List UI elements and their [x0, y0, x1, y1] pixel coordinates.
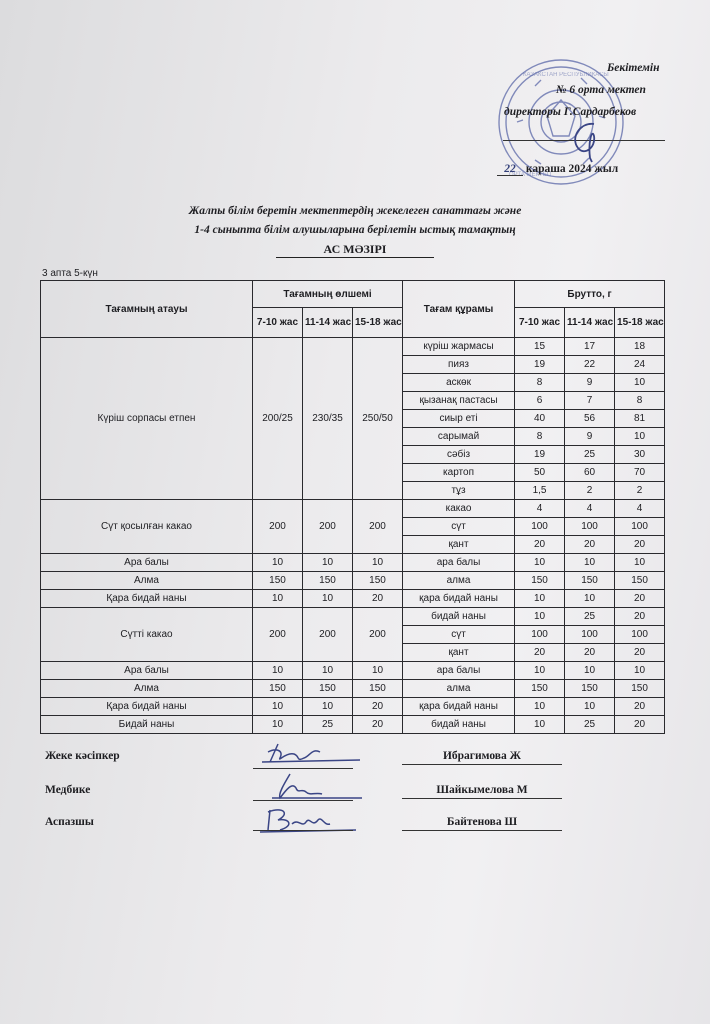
dish-name-cell: Ара балы — [41, 554, 253, 572]
svg-text:ОРТА МЕКТЕП: ОРТА МЕКТЕП — [509, 172, 552, 178]
gross-15-18-cell: 4 — [615, 500, 665, 518]
nurse-signature — [258, 770, 368, 802]
dish-name-cell: Қара бидай наны — [41, 590, 253, 608]
portion-15-18-cell: 20 — [353, 716, 403, 734]
gross-15-18-cell: 10 — [615, 428, 665, 446]
portion-11-14-cell: 230/35 — [303, 338, 353, 500]
gross-7-10-cell: 10 — [515, 716, 565, 734]
signature-line-entrepreneur — [253, 768, 353, 769]
gross-15-18-cell: 20 — [615, 608, 665, 626]
header-portion: Тағамның өлшемі — [253, 281, 403, 308]
portion-11-14-cell: 10 — [303, 698, 353, 716]
gross-7-10-cell: 10 — [515, 590, 565, 608]
gross-11-14-cell: 20 — [565, 644, 615, 662]
signature-name-cook: Байтенова Ш — [402, 816, 562, 831]
portion-11-14-cell: 25 — [303, 716, 353, 734]
gross-15-18-cell: 20 — [615, 536, 665, 554]
menu-title-text: АС МӘЗІРІ — [276, 242, 435, 258]
header-gross-age-15-18: 15-18 жас — [615, 308, 665, 338]
approval-director: директоры Г.Сардарбеков — [504, 106, 637, 118]
gross-7-10-cell: 10 — [515, 698, 565, 716]
table-row — [41, 338, 665, 356]
table-row — [41, 554, 665, 572]
signature-line-nurse — [253, 800, 353, 801]
header-portion-age-7-10: 7-10 жас — [253, 308, 303, 338]
approval-school: № 6 орта мектеп — [556, 84, 646, 96]
dish-name-cell: Бидай наны — [41, 716, 253, 734]
portion-15-18-cell: 150 — [353, 572, 403, 590]
gross-11-14-cell: 22 — [565, 356, 615, 374]
gross-15-18-cell: 30 — [615, 446, 665, 464]
heading-line-2: 1-4 сыныпта білім алушыларына берілетін ыстық тамақтың — [194, 224, 516, 236]
gross-11-14-cell: 4 — [565, 500, 615, 518]
week-day-label: 3 апта 5-күн — [42, 268, 98, 279]
gross-15-18-cell: 150 — [615, 572, 665, 590]
portion-7-10-cell: 150 — [253, 572, 303, 590]
portion-7-10-cell: 200/25 — [253, 338, 303, 500]
portion-11-14-cell: 200 — [303, 608, 353, 662]
director-signature — [560, 118, 610, 164]
gross-7-10-cell: 20 — [515, 536, 565, 554]
portion-15-18-cell: 150 — [353, 680, 403, 698]
ingredient-name-cell: қара бидай наны — [403, 590, 515, 608]
gross-11-14-cell: 100 — [565, 518, 615, 536]
dish-name-cell: Қара бидай наны — [41, 698, 253, 716]
header-dish: Тағамның атауы — [41, 281, 253, 338]
ingredient-name-cell: алма — [403, 680, 515, 698]
table-row — [41, 662, 665, 680]
gross-7-10-cell: 100 — [515, 626, 565, 644]
gross-11-14-cell: 20 — [565, 536, 615, 554]
dish-name-cell: Алма — [41, 572, 253, 590]
gross-11-14-cell: 150 — [565, 572, 615, 590]
portion-15-18-cell: 20 — [353, 698, 403, 716]
gross-15-18-cell: 8 — [615, 392, 665, 410]
gross-11-14-cell: 10 — [565, 698, 615, 716]
ingredient-name-cell: сүт — [403, 518, 515, 536]
approval-title: Бекітемін — [607, 62, 660, 74]
gross-15-18-cell: 20 — [615, 644, 665, 662]
gross-11-14-cell: 10 — [565, 590, 615, 608]
dish-name-cell: Ара балы — [41, 662, 253, 680]
gross-7-10-cell: 1,5 — [515, 482, 565, 500]
gross-15-18-cell: 100 — [615, 518, 665, 536]
portion-7-10-cell: 10 — [253, 590, 303, 608]
gross-11-14-cell: 60 — [565, 464, 615, 482]
ingredient-name-cell: сарымай — [403, 428, 515, 446]
header-composition: Тағам құрамы — [403, 281, 515, 338]
table-row — [41, 680, 665, 698]
portion-7-10-cell: 10 — [253, 554, 303, 572]
ingredient-name-cell: сүт — [403, 626, 515, 644]
gross-15-18-cell: 18 — [615, 338, 665, 356]
gross-15-18-cell: 10 — [615, 662, 665, 680]
portion-11-14-cell: 200 — [303, 500, 353, 554]
gross-15-18-cell: 100 — [615, 626, 665, 644]
dish-name-cell: Сүт қосылған какао — [41, 500, 253, 554]
portion-15-18-cell: 200 — [353, 500, 403, 554]
ingredient-name-cell: қант — [403, 644, 515, 662]
portion-15-18-cell: 10 — [353, 554, 403, 572]
ingredient-name-cell: тұз — [403, 482, 515, 500]
gross-7-10-cell: 19 — [515, 356, 565, 374]
gross-11-14-cell: 25 — [565, 716, 615, 734]
portion-7-10-cell: 10 — [253, 662, 303, 680]
gross-15-18-cell: 20 — [615, 590, 665, 608]
ingredient-name-cell: қант — [403, 536, 515, 554]
gross-15-18-cell: 10 — [615, 374, 665, 392]
header-portion-age-11-14: 11-14 жас — [303, 308, 353, 338]
portion-15-18-cell: 10 — [353, 662, 403, 680]
portion-11-14-cell: 10 — [303, 590, 353, 608]
gross-11-14-cell: 17 — [565, 338, 615, 356]
gross-7-10-cell: 8 — [515, 374, 565, 392]
menu-table — [40, 280, 665, 734]
gross-11-14-cell: 100 — [565, 626, 615, 644]
signature-role-nurse: Медбике — [45, 784, 91, 796]
header-portion-age-15-18: 15-18 жас — [353, 308, 403, 338]
gross-7-10-cell: 20 — [515, 644, 565, 662]
gross-7-10-cell: 8 — [515, 428, 565, 446]
ingredient-name-cell: алма — [403, 572, 515, 590]
gross-7-10-cell: 10 — [515, 608, 565, 626]
cook-signature — [250, 804, 360, 836]
portion-7-10-cell: 10 — [253, 698, 303, 716]
gross-15-18-cell: 24 — [615, 356, 665, 374]
gross-11-14-cell: 25 — [565, 608, 615, 626]
portion-11-14-cell: 10 — [303, 662, 353, 680]
signature-role-cook: Аспазшы — [45, 816, 94, 828]
gross-11-14-cell: 9 — [565, 428, 615, 446]
gross-7-10-cell: 4 — [515, 500, 565, 518]
menu-title — [0, 242, 710, 258]
gross-11-14-cell: 7 — [565, 392, 615, 410]
ingredient-name-cell: сәбіз — [403, 446, 515, 464]
approval-date-rest: караша 2024 жыл — [525, 163, 619, 175]
ingredient-name-cell: қара бидай наны — [403, 698, 515, 716]
gross-11-14-cell: 2 — [565, 482, 615, 500]
table-row — [41, 716, 665, 734]
ingredient-name-cell: бидай наны — [403, 716, 515, 734]
portion-15-18-cell: 20 — [353, 590, 403, 608]
portion-11-14-cell: 150 — [303, 572, 353, 590]
gross-11-14-cell: 25 — [565, 446, 615, 464]
gross-7-10-cell: 150 — [515, 572, 565, 590]
portion-7-10-cell: 10 — [253, 716, 303, 734]
ingredient-name-cell: аскөк — [403, 374, 515, 392]
approval-date-day: 22 — [497, 163, 523, 176]
portion-15-18-cell: 200 — [353, 608, 403, 662]
gross-15-18-cell: 81 — [615, 410, 665, 428]
gross-11-14-cell: 10 — [565, 662, 615, 680]
entrepreneur-signature — [250, 738, 360, 770]
gross-7-10-cell: 10 — [515, 662, 565, 680]
table-row — [41, 608, 665, 626]
header-gross-age-11-14: 11-14 жас — [565, 308, 615, 338]
gross-7-10-cell: 100 — [515, 518, 565, 536]
gross-7-10-cell: 6 — [515, 392, 565, 410]
gross-11-14-cell: 9 — [565, 374, 615, 392]
header-gross: Брутто, г — [515, 281, 665, 308]
gross-7-10-cell: 19 — [515, 446, 565, 464]
signature-name-entrepreneur: Ибрагимова Ж — [402, 750, 562, 765]
gross-7-10-cell: 15 — [515, 338, 565, 356]
ingredient-name-cell: ара балы — [403, 662, 515, 680]
table-row — [41, 572, 665, 590]
svg-text:КАЗАКСТАН РЕСПУБЛИКАСЫ: КАЗАКСТАН РЕСПУБЛИКАСЫ — [523, 72, 609, 78]
approval-date — [497, 163, 618, 176]
dish-name-cell: Сүтті какао — [41, 608, 253, 662]
gross-7-10-cell: 150 — [515, 680, 565, 698]
gross-15-18-cell: 10 — [615, 554, 665, 572]
ingredient-name-cell: күріш жармасы — [403, 338, 515, 356]
gross-11-14-cell: 150 — [565, 680, 615, 698]
gross-15-18-cell: 70 — [615, 464, 665, 482]
ingredient-name-cell: картоп — [403, 464, 515, 482]
portion-15-18-cell: 250/50 — [353, 338, 403, 500]
signature-name-nurse: Шайкымелова М — [402, 784, 562, 799]
ingredient-name-cell: сиыр еті — [403, 410, 515, 428]
ingredient-name-cell: бидай наны — [403, 608, 515, 626]
dish-name-cell: Алма — [41, 680, 253, 698]
ingredient-name-cell: пияз — [403, 356, 515, 374]
table-row — [41, 590, 665, 608]
heading-line-1: Жалпы білім беретін мектептердің жекелеген санаттағы және — [188, 205, 522, 217]
portion-7-10-cell: 200 — [253, 500, 303, 554]
gross-7-10-cell: 50 — [515, 464, 565, 482]
gross-11-14-cell: 56 — [565, 410, 615, 428]
dish-name-cell: Күріш сорпасы етпен — [41, 338, 253, 500]
portion-11-14-cell: 150 — [303, 680, 353, 698]
portion-11-14-cell: 10 — [303, 554, 353, 572]
signature-line-cook — [253, 830, 353, 831]
menu-table-body — [41, 338, 665, 734]
signature-role-entrepreneur: Жеке кәсіпкер — [45, 750, 120, 762]
gross-7-10-cell: 40 — [515, 410, 565, 428]
table-row — [41, 500, 665, 518]
gross-11-14-cell: 10 — [565, 554, 615, 572]
gross-7-10-cell: 10 — [515, 554, 565, 572]
portion-7-10-cell: 200 — [253, 608, 303, 662]
ingredient-name-cell: қызанақ пастасы — [403, 392, 515, 410]
gross-15-18-cell: 20 — [615, 698, 665, 716]
gross-15-18-cell: 20 — [615, 716, 665, 734]
gross-15-18-cell: 150 — [615, 680, 665, 698]
portion-7-10-cell: 150 — [253, 680, 303, 698]
gross-15-18-cell: 2 — [615, 482, 665, 500]
table-row — [41, 698, 665, 716]
header-gross-age-7-10: 7-10 жас — [515, 308, 565, 338]
ingredient-name-cell: ара балы — [403, 554, 515, 572]
ingredient-name-cell: какао — [403, 500, 515, 518]
